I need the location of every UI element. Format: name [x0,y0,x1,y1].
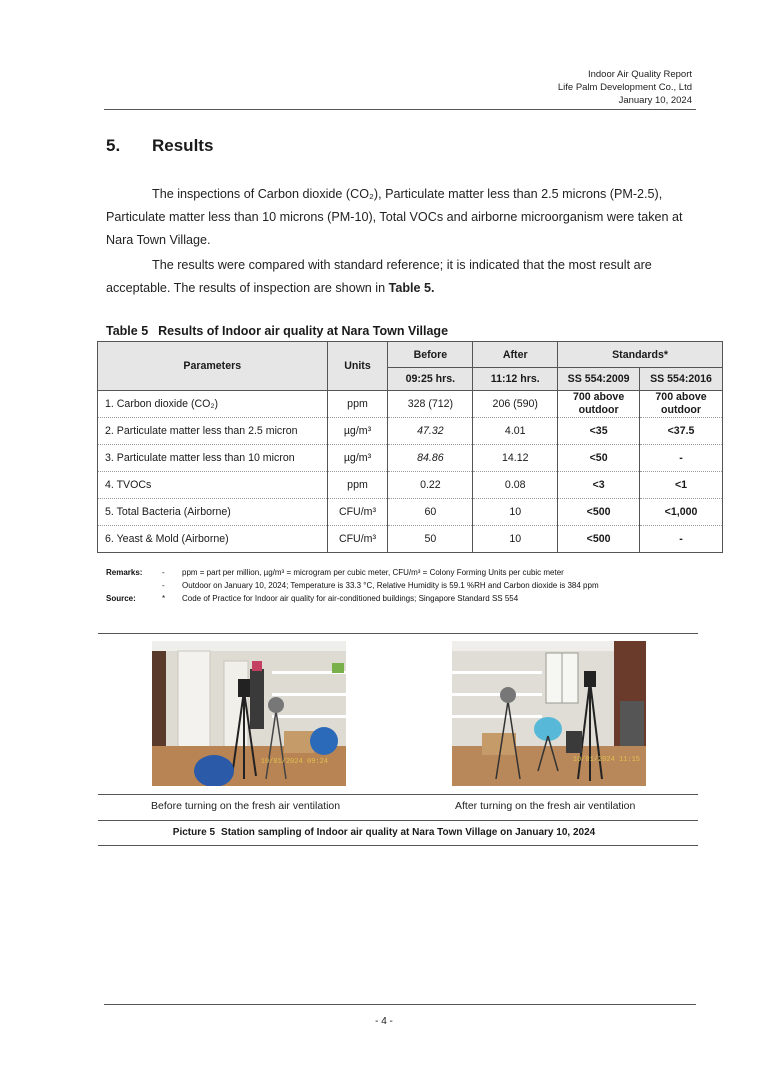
picture-bottom-rule [98,845,698,846]
cell-unit: µg/m³ [327,418,388,445]
cell-standard-2009: <500 [558,526,640,553]
picture-caption-number: Picture 5 [172,827,216,838]
cell-standard-2009: <3 [558,472,640,499]
results-table [97,341,723,553]
table-row [98,526,723,553]
header-company: Life Palm Development Co., Ltd [557,82,692,93]
table-row [98,499,723,526]
header-before: Before [388,342,473,368]
cell-after: 10 [473,526,558,553]
remarks-label: Remarks: [106,568,143,577]
room-photo-icon [452,641,646,786]
remark-outdoor: Outdoor on January 10, 2024; Temperature is 33.3 °C, Relative Humidity is 59.1 %RH and Carbon dioxide is 384 ppm [182,581,599,590]
picture-top-rule [98,633,698,634]
cell-standard-2016: <37.5 [640,418,723,445]
cell-unit: µg/m³ [327,445,388,472]
footer-divider [104,1004,696,1005]
source-text: Code of Practice for Indoor air quality for air-conditioned buildings; Singapore Standard SS 554 [182,594,519,603]
table-caption-number: Table 5 [106,324,149,338]
picture-caption-text: Station sampling of Indoor air quality at Nara Town Village on January 10, 2024 [221,827,596,838]
photo-before-ventilation [152,641,346,786]
cell-before: 0.22 [388,472,473,499]
table-caption [106,324,448,338]
cell-unit: CFU/m³ [327,526,388,553]
cell-before: 47.32 [388,418,473,445]
cell-after: 0.08 [473,472,558,499]
cell-before: 60 [388,499,473,526]
cell-before: 50 [388,526,473,553]
cell-standard-2016: 700 above outdoor [640,391,723,418]
cell-unit: CFU/m³ [327,499,388,526]
cell-standard-2016: <1 [640,472,723,499]
cell-standard-2009: <50 [558,445,640,472]
photo-timestamp: 10/01/2024 11:15 [572,756,640,764]
picture-mid-rule [98,794,698,795]
remarks-line: Remarks: - ppm = part per million, µg/m³ = microgram per cubic meter, CFU/m³ = Colony Forming Units per cubic meter [106,568,564,577]
caption-after: After turning on the fresh air ventilation [455,800,636,812]
cell-parameter: 6. Yeast & Mold (Airborne) [98,526,328,553]
header-after: After [473,342,558,368]
table-caption-text: Results of Indoor air quality at Nara Town Village [158,324,449,338]
cell-unit: ppm [327,472,388,499]
cell-parameter: 5. Total Bacteria (Airborne) [98,499,328,526]
caption-before: Before turning on the fresh air ventilation [151,800,341,812]
cell-parameter: 1. Carbon dioxide (CO₂) [98,391,328,418]
table-row [98,391,723,418]
header-standard-2016: SS 554:2016 [640,368,723,391]
header-divider [104,109,696,110]
picture-caption [0,827,768,838]
header-date: January 10, 2024 [618,95,692,106]
cell-after: 206 (590) [473,391,558,418]
page-number: - 4 - [375,1016,393,1027]
section-heading [106,136,213,156]
cell-parameter: 4. TVOCs [98,472,328,499]
table-reference: Table 5. [388,281,435,295]
header-standard-2009: SS 554:2009 [558,368,640,391]
remarks-block [106,566,599,605]
table-row [98,445,723,472]
cell-before: 84.86 [388,445,473,472]
paragraph-1-text: The inspections of Carbon dioxide (CO₂), Particulate matter less than 2.5 microns (PM-2.5), Particulate matter less than 10 microns (PM-10), Total VOCs and airborne microorganism were taken at Nara Town Village. [106,187,683,247]
header-parameters: Parameters [98,342,328,391]
photo-after-ventilation [452,641,646,786]
picture-caption-rule [98,820,698,821]
cell-after: 14.12 [473,445,558,472]
cell-after: 10 [473,499,558,526]
paragraph-inspections [106,183,694,252]
photo-timestamp: 10/01/2024 09:24 [260,758,328,766]
table-row [98,418,723,445]
cell-standard-2009: <35 [558,418,640,445]
cell-standard-2016: <1,000 [640,499,723,526]
paragraph-results [106,254,694,300]
header-title: Indoor Air Quality Report [587,69,692,80]
cell-before: 328 (712) [388,391,473,418]
source-line: Source: * Code of Practice for Indoor air quality for air-conditioned buildings; Singapore Standard SS 554 [106,594,519,603]
header-standards: Standards* [558,342,723,368]
header-before-time: 09:25 hrs. [388,368,473,391]
remark-units: ppm = part per million, µg/m³ = microgram per cubic meter, CFU/m³ = Colony Forming Units per cubic meter [182,568,564,577]
cell-standard-2009: <500 [558,499,640,526]
header-units: Units [327,342,388,391]
cell-standard-2016: - [640,526,723,553]
source-label: Source: [106,594,136,603]
cell-standard-2009: 700 above outdoor [558,391,640,418]
cell-after: 4.01 [473,418,558,445]
table-row [98,472,723,499]
cell-parameter: 2. Particulate matter less than 2.5 micron [98,418,328,445]
cell-unit: ppm [327,391,388,418]
paragraph-2-text: The results were compared with standard reference; it is indicated that the most result are acceptable. The results of inspection are shown in [106,258,652,295]
report-header [558,68,692,107]
section-title: Results [152,136,214,155]
section-number: 5. [106,136,121,155]
remarks-line: - Outdoor on January 10, 2024; Temperature is 33.3 °C, Relative Humidity is 59.1 %RH and Carbon dioxide is 384 ppm [162,581,599,590]
cell-parameter: 3. Particulate matter less than 10 micron [98,445,328,472]
cell-standard-2016: - [640,445,723,472]
header-after-time: 11:12 hrs. [473,368,558,391]
